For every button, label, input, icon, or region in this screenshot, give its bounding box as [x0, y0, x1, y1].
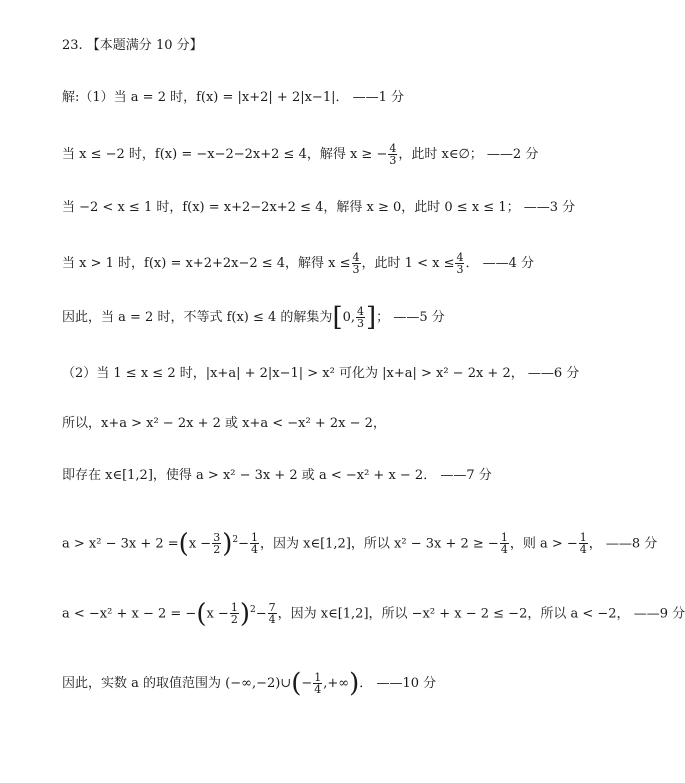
fraction: $\frac{4}{3}$	[352, 251, 360, 276]
fraction: $\frac{7}{4}$	[268, 601, 276, 627]
score-mark: ——6 分	[527, 366, 580, 381]
line-text: x −	[206, 606, 229, 622]
line-text: −	[255, 606, 267, 622]
line-text: ．	[465, 256, 479, 271]
line-text: 0,	[342, 310, 355, 325]
paren: )	[349, 668, 360, 699]
line-text: 当 x > 1 时，f(x) = x+2+2x−2 ≤ 4，解得 x ≤	[62, 256, 351, 271]
line-text: −	[238, 536, 249, 552]
solution-line-8	[62, 466, 492, 486]
solution-line-9	[62, 528, 658, 559]
fraction: $\frac{1}{4}$	[579, 531, 587, 557]
fraction: $\frac{1}{4}$	[250, 531, 258, 557]
bracket: [	[332, 302, 343, 333]
fraction: $\frac{4}{3}$	[389, 142, 397, 167]
solution-line-1	[62, 88, 404, 108]
line-text: 当 −2 < x ≤ 1 时，f(x) = x+2−2x+2 ≤ 4，解得 x ≥ 0，此时 0 ≤ x ≤ 1；	[62, 200, 520, 215]
fraction: $\frac{1}{4}$	[314, 671, 322, 696]
fraction: $\frac{3}{2}$	[213, 531, 221, 557]
line-text: ,+∞	[323, 676, 350, 691]
score-mark: ——2 分	[486, 147, 539, 162]
fraction: $\frac{1}{4}$	[500, 531, 508, 557]
score-mark: ——7 分	[440, 468, 492, 483]
line-text: 因此，当 a = 2 时，不等式 f(x) ≤ 4 的解集为	[62, 310, 333, 325]
line-text: −	[301, 676, 313, 691]
score-mark: ——4 分	[482, 256, 535, 271]
fraction: $\frac{4}{3}$	[456, 251, 464, 276]
solution-line-5	[62, 302, 445, 333]
score-mark: ——9 分	[633, 606, 685, 622]
paren: )	[222, 528, 233, 559]
line-text: 因此，实数 a 的取值范围为 (−∞,−2)∪	[62, 676, 292, 691]
paren: )	[239, 598, 250, 629]
line-text: 当 x ≤ −2 时，f(x) = −x−2−2x+2 ≤ 4，解得 x ≥ −	[62, 147, 388, 162]
score-mark: ——8 分	[605, 536, 658, 552]
score-mark: ——1 分	[352, 90, 405, 105]
paren: (	[291, 668, 302, 699]
solution-line-6	[62, 364, 579, 384]
fraction: $\frac{1}{2}$	[230, 601, 238, 627]
bracket: ]	[366, 302, 377, 333]
score-mark: ——10 分	[376, 676, 437, 691]
line-text: 即存在 x∈[1,2]，使得 a > x² − 3x + 2 或 a < −x² + x − 2．	[62, 468, 437, 483]
line-text: ；	[376, 310, 390, 325]
line-text: ，因为 x∈[1,2]，所以 x² − 3x + 2 ≥ −	[259, 536, 499, 552]
line-text: ，此时 1 < x ≤	[361, 256, 455, 271]
line-text: x −	[188, 536, 212, 552]
line-text: a < −x² + x − 2 = −	[62, 606, 197, 622]
paren: (	[178, 528, 189, 559]
paren: (	[196, 598, 207, 629]
solution-line-11	[62, 668, 437, 699]
fraction: $\frac{4}{3}$	[357, 305, 364, 330]
solution-line-3	[62, 198, 575, 218]
line-text: ，	[588, 536, 602, 552]
solution-line-2	[62, 143, 538, 166]
line-text: ，则 a > −	[509, 536, 578, 552]
line-text: ．	[359, 676, 373, 691]
line-text: a > x² − 3x + 2 =	[62, 536, 179, 552]
solution-line-10	[62, 598, 685, 629]
problem-title: 23. 【本题满分 10 分】	[62, 38, 203, 53]
line-text: 所以，x+a > x² − 2x + 2 或 x+a < −x² + 2x − 2，	[62, 416, 386, 431]
score-mark: ——5 分	[393, 310, 445, 325]
line-text: ，此时 x∈∅；	[398, 147, 483, 162]
solution-line-4	[62, 252, 534, 275]
score-mark: ——3 分	[523, 200, 576, 215]
line-text: 解:（1）当 a = 2 时，f(x) = |x+2| + 2|x−1|．	[62, 90, 349, 105]
exponent: 2	[249, 605, 256, 615]
exponent: 2	[232, 535, 239, 545]
solution-line-7	[62, 414, 386, 434]
line-text: （2）当 1 ≤ x ≤ 2 时，|x+a| + 2|x−1| > x² 可化为 |x+a| > x² − 2x + 2，	[62, 366, 524, 381]
line-text: ，因为 x∈[1,2]，所以 −x² + x − 2 ≤ −2，所以 a < −2，	[277, 606, 630, 622]
